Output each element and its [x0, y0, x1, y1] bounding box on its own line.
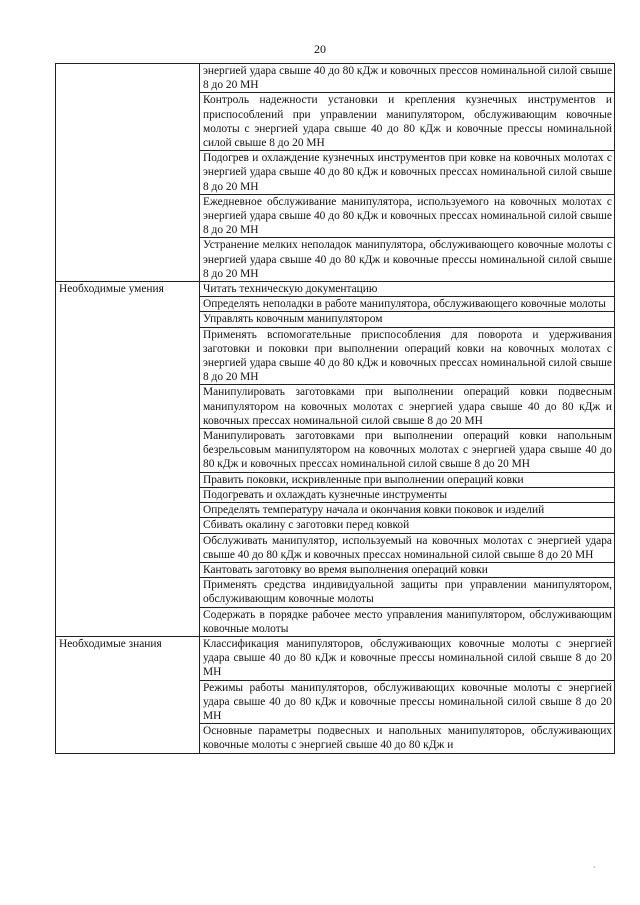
- requirement-item: энергией удара свыше 40 до 80 кДж и ковочных прессов номинальной силой свыше 8 до 20 МН: [200, 64, 615, 93]
- table-row: [56, 636, 615, 680]
- requirement-item: Манипулировать заготовками при выполнении операций ковки подвесным манипулятором на ковочных молотах с энергией удара свыше 40 до 80 кДж и ковочных прессах номинальной силой свыше 8 до 20 МН: [200, 385, 615, 429]
- requirement-item: Читать техническую документацию: [200, 282, 615, 297]
- requirement-item: Подогревать и охлаждать кузнечные инструменты: [200, 487, 615, 502]
- table-row: [56, 64, 615, 93]
- requirement-item: Содержать в порядке рабочее место управления манипулятором, обслуживающим ковочные молоты: [200, 607, 615, 636]
- requirement-item: Подогрев и охлаждение кузнечных инструментов при ковке на ковочных молотах с энергией удара свыше 40 до 80 кДж и ковочных прессах номинальной силой свыше 8 до 20 МН: [200, 151, 615, 195]
- requirement-item: Сбивать окалину с заготовки перед ковкой: [200, 518, 615, 533]
- section-label: Необходимые умения: [56, 282, 200, 637]
- requirement-item: Определять температуру начала и окончания ковки поковок и изделий: [200, 503, 615, 518]
- section-label: Необходимые знания: [56, 636, 200, 753]
- requirement-item: Основные параметры подвесных и напольных манипуляторов, обслуживающих ковочные молоты с энергией свыше 40 до 80 кДж и: [200, 724, 615, 753]
- requirement-item: Кантовать заготовку во время выполнения операций ковки: [200, 562, 615, 577]
- requirement-item: Режимы работы манипуляторов, обслуживающих ковочные молоты с энергией удара свыше 40 до 80 кДж и ковочные прессы номинальной силой свыше 8 до 20 МН: [200, 680, 615, 724]
- table-row: [56, 282, 615, 297]
- requirement-item: Применять средства индивидуальной защиты при управлении манипулятором, обслуживающим ковочные молоты: [200, 578, 615, 607]
- requirement-item: Устранение мелких неполадок манипулятора, обслуживающего ковочные молоты с энергией удара свыше 40 до 80 кДж и ковочные прессы номинальной силой свыше 8 до 20 МН: [200, 238, 615, 282]
- requirement-item: Ежедневное обслуживание манипулятора, используемого на ковочных молотах с энергией удара свыше 40 до 80 кДж и ковочных прессах номинальной силой свыше 8 до 20 МН: [200, 194, 615, 238]
- requirement-item: Определять неполадки в работе манипулятора, обслуживающего ковочные молоты: [200, 297, 615, 312]
- requirement-item: Манипулировать заготовками при выполнении операций ковки напольным безрельсовым манипулятором на ковочных молотах с энергией удара свыше 40 до 80 кДж и ковочных прессах номинальной силой свыше 8 до 20 МН: [200, 429, 615, 473]
- requirements-table: [55, 63, 615, 754]
- scan-mark: ˏ: [593, 858, 596, 868]
- page-number: 20: [314, 42, 326, 56]
- requirement-item: Править поковки, искривленные при выполнении операций ковки: [200, 472, 615, 487]
- requirement-item: Управлять ковочным манипулятором: [200, 312, 615, 327]
- requirement-item: Обслуживать манипулятор, используемый на ковочных молотах с энергией удара свыше 40 до 80 кДж и ковочных прессах номинальной силой свыше 8 до 20 МН: [200, 533, 615, 562]
- section-label: [56, 64, 200, 282]
- requirement-item: Контроль надежности установки и крепления кузнечных инструментов и приспособлений при управлении манипулятором, обслуживающим ковочные молоты с энергией удара свыше 40 до 80 кДж и ковочные прессы номинальной силой свыше 8 до 20 МН: [200, 93, 615, 151]
- requirements-table-body: [56, 64, 615, 754]
- requirement-item: Применять вспомогательные приспособления для поворота и удерживания заготовки и поковки при выполнении операций ковки на ковочных молотах с энергией удара свыше 40 до 80 кДж и ковочных прессах номинальной силой свыше 8 до 20 МН: [200, 327, 615, 385]
- requirement-item: Классификация манипуляторов, обслуживающих ковочные молоты с энергией удара свыше 40 до 80 кДж и ковочные прессы номинальной силой свыше 8 до 20 МН: [200, 636, 615, 680]
